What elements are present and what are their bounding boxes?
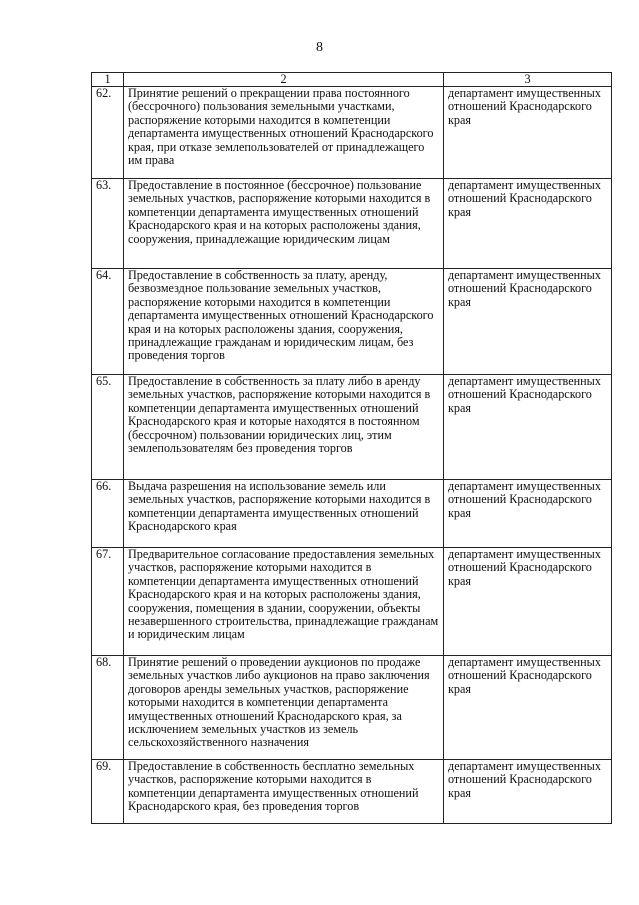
- service-description: Выдача разрешения на использование земель или земельных участков, распоряжение которыми находится в компетенции департамента имущественных отношений Краснодарского края: [124, 480, 444, 548]
- service-description: Предоставление в постоянное (бессрочное) пользование земельных участков, распоряжение которыми находится в компетенции департамента имущественных отношений Краснодарского края и на которых расположены здания, сооружения, принадлежащие юридическим лицам: [124, 179, 444, 269]
- row-number: 68.: [92, 656, 124, 760]
- responsible-department: департамент имущественных отношений Краснодарского края: [444, 87, 612, 179]
- page-number: 8: [316, 40, 323, 55]
- responsible-department: департамент имущественных отношений Краснодарского края: [444, 375, 612, 480]
- responsible-department: департамент имущественных отношений Краснодарского края: [444, 179, 612, 269]
- column-header-2: 2: [124, 73, 444, 87]
- table-header-row: [92, 73, 612, 87]
- responsible-department: департамент имущественных отношений Краснодарского края: [444, 656, 612, 760]
- service-description: Принятие решений о проведении аукционов по продаже земельных участков либо аукционов на право заключения договоров аренды земельных участков, распоряжение которыми находится в компетенции департамента имущественных отношений Краснодарского края, за исключением земельных участков из земель сельскохозяйственного назначения: [124, 656, 444, 760]
- responsible-department: департамент имущественных отношений Краснодарского края: [444, 480, 612, 548]
- table-row: [92, 548, 612, 656]
- table-row: [92, 375, 612, 480]
- responsible-department: департамент имущественных отношений Краснодарского края: [444, 548, 612, 656]
- responsible-department: департамент имущественных отношений Краснодарского края: [444, 760, 612, 824]
- row-number: 65.: [92, 375, 124, 480]
- table-row: [92, 269, 612, 375]
- services-table: [91, 72, 612, 824]
- row-number: 67.: [92, 548, 124, 656]
- column-header-3: 3: [444, 73, 612, 87]
- responsible-department: департамент имущественных отношений Краснодарского края: [444, 269, 612, 375]
- row-number: 62.: [92, 87, 124, 179]
- row-number: 64.: [92, 269, 124, 375]
- service-description: Принятие решений о прекращении права постоянного (бессрочного) пользования земельными участками, распоряжение которыми находится в компетенции департамента имущественных отношений Краснодарского края, при отказе землепользователей от принадлежащего им права: [124, 87, 444, 179]
- table-row: [92, 760, 612, 824]
- column-header-1: 1: [92, 73, 124, 87]
- table-row: [92, 480, 612, 548]
- table-row: [92, 179, 612, 269]
- service-description: Предоставление в собственность за плату либо в аренду земельных участков, распоряжение которыми находится в компетенции департамента имущественных отношений Краснодарского края и которые находятся в постоянном (бессрочном) пользовании юридических лиц, этим землепользователям без проведения торгов: [124, 375, 444, 480]
- service-description: Предоставление в собственность за плату, аренду, безвозмездное пользование земельных участков, распоряжение которыми находится в компетенции департамента имущественных отношений Краснодарского края и на которых расположены здания, сооружения, принадлежащие гражданам и юридическим лицам, без проведения торгов: [124, 269, 444, 375]
- table-row: [92, 87, 612, 179]
- row-number: 66.: [92, 480, 124, 548]
- service-description: Предварительное согласование предоставления земельных участков, распоряжение которыми находится в компетенции департамента имущественных отношений Краснодарского края и на которых расположены здания, сооружения, помещения в здании, сооружении, объекты незавершенного строительства, принадлежащие гражданам и юридическим лицам: [124, 548, 444, 656]
- table-row: [92, 656, 612, 760]
- row-number: 69.: [92, 760, 124, 824]
- service-description: Предоставление в собственность бесплатно земельных участков, распоряжение которыми находится в компетенции департамента имущественных отношений Краснодарского края, без проведения торгов: [124, 760, 444, 824]
- row-number: 63.: [92, 179, 124, 269]
